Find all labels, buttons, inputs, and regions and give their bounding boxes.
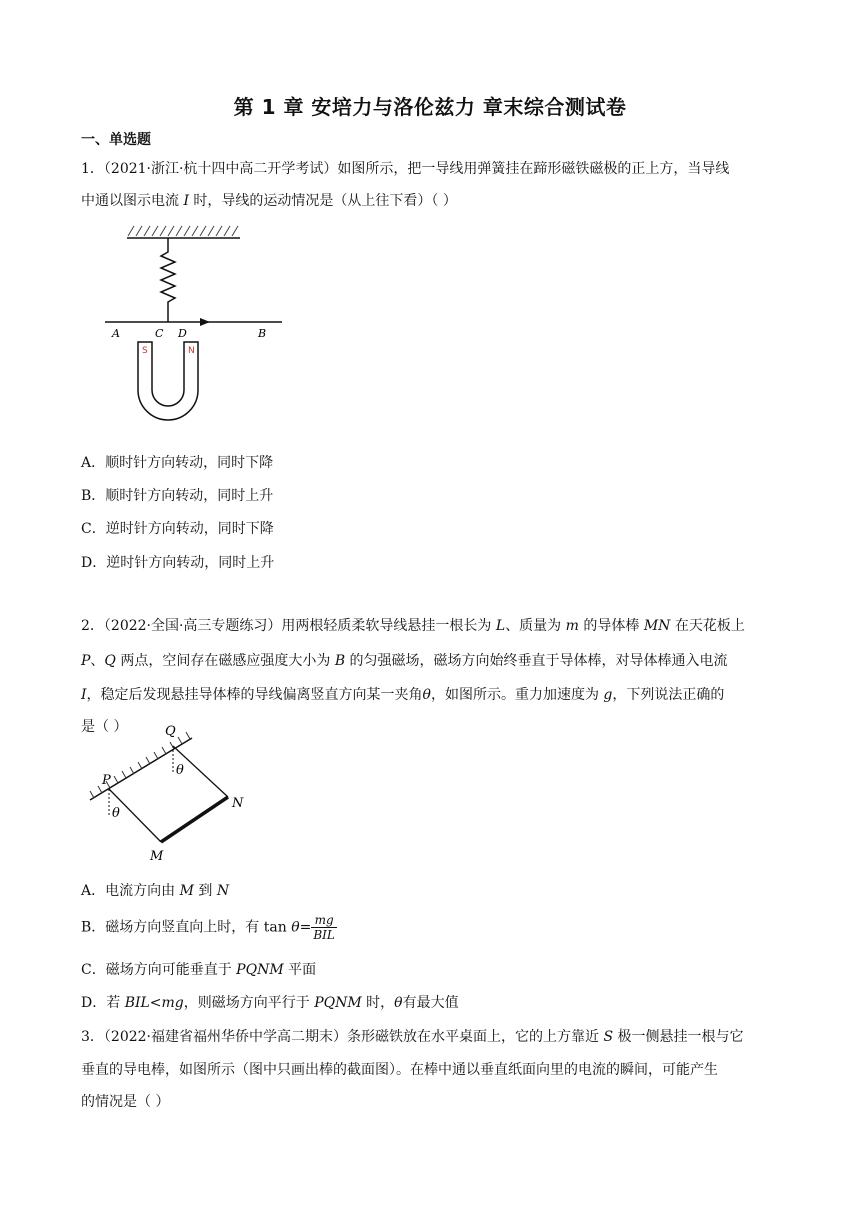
label-A: A — [112, 327, 120, 340]
conductor-rod — [161, 797, 228, 842]
page-title: 第 1 章 安培力与洛伦兹力 章末综合测试卷 — [233, 95, 627, 119]
spring — [161, 238, 175, 322]
q2-option-b[interactable]: B．磁场方向竖直向上时，有 tan θ= $\frac{mg}{\text{BIL}}$ — [81, 913, 335, 942]
q2-stem-line3: I，稳定后发现悬挂导体棒的导线偏离竖直方向某一夹角θ，如图所示。重力加速度为 g，下列说法正确的 — [81, 687, 725, 703]
label-N: N — [232, 796, 244, 811]
q2-stem-line2: P、Q 两点，空间存在磁感应强度大小为 B 的匀强磁场，磁场方向始终垂直于导体棒，对导体棒通入电流 — [81, 653, 728, 669]
label-P: P — [102, 773, 111, 788]
q1-stem-line2 — [81, 190, 457, 210]
section-heading: 一、单选题 — [81, 132, 151, 148]
label-D: D — [178, 327, 187, 340]
q2-figure — [80, 722, 260, 867]
label-C: C — [155, 327, 164, 340]
q1-option-a[interactable]: A．顺时针方向转动，同时下降 — [81, 455, 274, 471]
q2-option-c[interactable]: C．磁场方向可能垂直于 PQNM 平面 — [81, 962, 317, 978]
label-Q: Q — [165, 724, 176, 739]
label-M: M — [150, 849, 164, 864]
pole-S: S — [142, 346, 148, 356]
q1-option-c[interactable]: C．逆时针方向转动，同时下降 — [81, 521, 274, 537]
q1-text: 中通以图示电流 — [81, 193, 184, 209]
fraction: $\frac{mg}{\text{BIL}}$ — [313, 913, 335, 942]
q3-stem-line3: 的情况是（ ） — [81, 1094, 170, 1110]
q1-option-d[interactable]: D．逆时针方向转动，同时上升 — [81, 555, 275, 571]
pole-N: N — [188, 346, 195, 356]
q2-option-d[interactable]: D．若 BIL<mg，则磁场方向平行于 PQNM 时，θ有最大值 — [81, 995, 459, 1011]
q3-stem-line1: 3．（2022·福建省福州华侨中学高二期末）条形磁铁放在水平桌面上，它的上方靠近 S 极一侧悬挂一根与它 — [81, 1029, 744, 1045]
current-arrow — [200, 318, 210, 326]
q1-option-b[interactable]: B．顺时针方向转动，同时上升 — [81, 488, 274, 504]
q2-stem-line4: 是（ ） — [81, 719, 128, 735]
q2-stem-line1: 2．（2022·全国·高三专题练习）用两根轻质柔软导线悬挂一根长为 L、质量为 m 的导体棒 MN 在天花板上 — [81, 618, 745, 634]
label-B: B — [258, 327, 267, 340]
label-theta-2: θ — [176, 763, 184, 778]
q1-stem-line1: 1．（2021·浙江·杭十四中高二开学考试）如图所示，把一导线用弹簧挂在蹄形磁铁磁极的正上方，当导线 — [81, 161, 730, 177]
q1-text-end: 时，导线的运动情况是（从上往下看）（ ） — [188, 193, 457, 209]
q2-option-a[interactable]: A．电流方向由 M 到 N — [81, 883, 230, 899]
q1-figure — [100, 222, 290, 432]
q3-stem-line2: 垂直的导电棒，如图所示（图中只画出棒的截面图）。在棒中通以垂直纸面向里的电流的瞬间，可能产生 — [81, 1062, 718, 1078]
q1-current-symbol: I — [183, 193, 189, 209]
label-theta-1: θ — [112, 806, 120, 821]
